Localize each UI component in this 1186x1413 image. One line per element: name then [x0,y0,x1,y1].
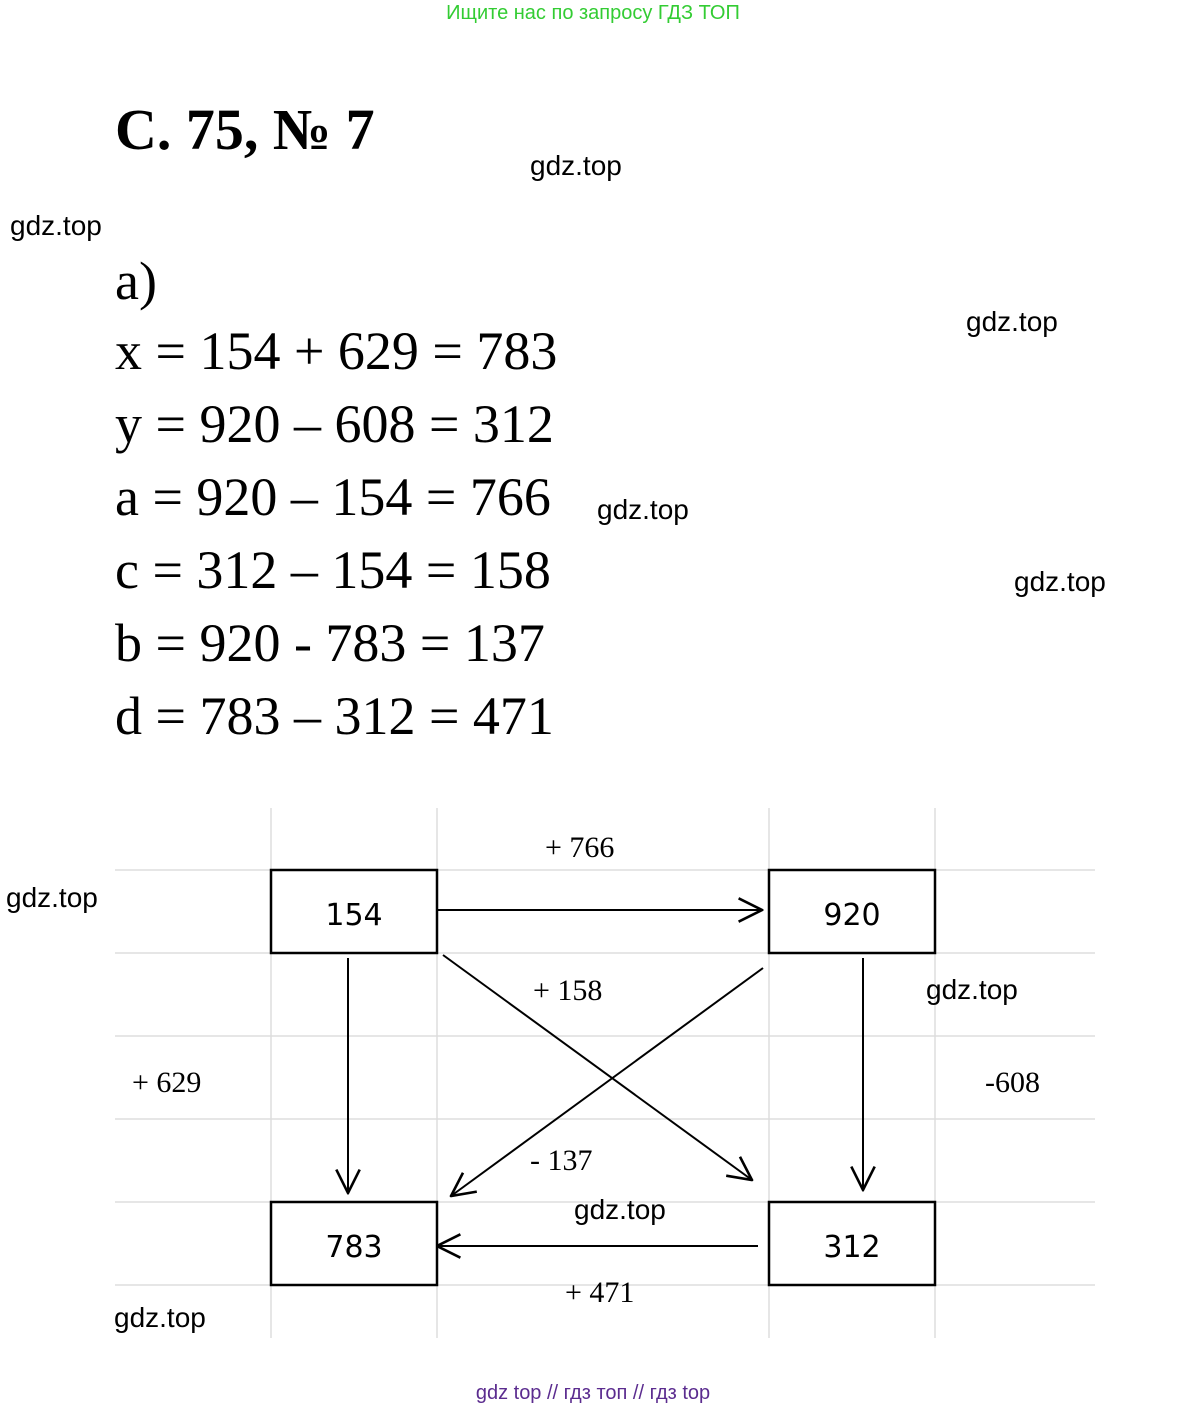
op-bottom: + 471 [565,1276,635,1309]
box-bottom-left-value: 783 [325,1230,383,1265]
equation-x: x = 154 + 629 = 783 [115,321,558,381]
equation-a: a = 920 – 154 = 766 [115,467,551,527]
equation-c: c = 312 – 154 = 158 [115,540,551,600]
op-left: + 629 [132,1066,202,1099]
op-diagonal-down: + 158 [533,974,603,1007]
watermark: gdz.top [574,1194,666,1225]
watermark: gdz.top [926,974,1018,1005]
page-title: С. 75, № 7 [115,97,375,162]
watermark: gdz.top [1014,566,1106,597]
op-diagonal-up: - 137 [530,1144,593,1177]
footer-links[interactable]: gdz top // гдз топ // гдз top [475,1382,711,1404]
box-top-left-value: 154 [325,898,383,933]
box-top-right-value: 920 [823,898,881,933]
equation-d: d = 783 – 312 = 471 [115,686,554,746]
watermark: gdz.top [6,882,98,913]
watermark: gdz.top [530,150,622,181]
part-label: а) [115,251,157,311]
op-top: + 766 [545,831,615,864]
watermark: gdz.top [597,494,689,525]
box-bottom-right-value: 312 [823,1230,881,1265]
search-banner[interactable]: Ищите нас по запросу ГДЗ ТОП [446,2,740,24]
equation-b: b = 920 - 783 = 137 [115,613,545,673]
watermark: gdz.top [114,1302,206,1333]
watermark: gdz.top [966,306,1058,337]
arrow-diagonal-up [451,968,763,1196]
watermark: gdz.top [10,210,102,241]
op-right: -608 [985,1066,1040,1099]
equation-y: y = 920 – 608 = 312 [115,394,554,454]
